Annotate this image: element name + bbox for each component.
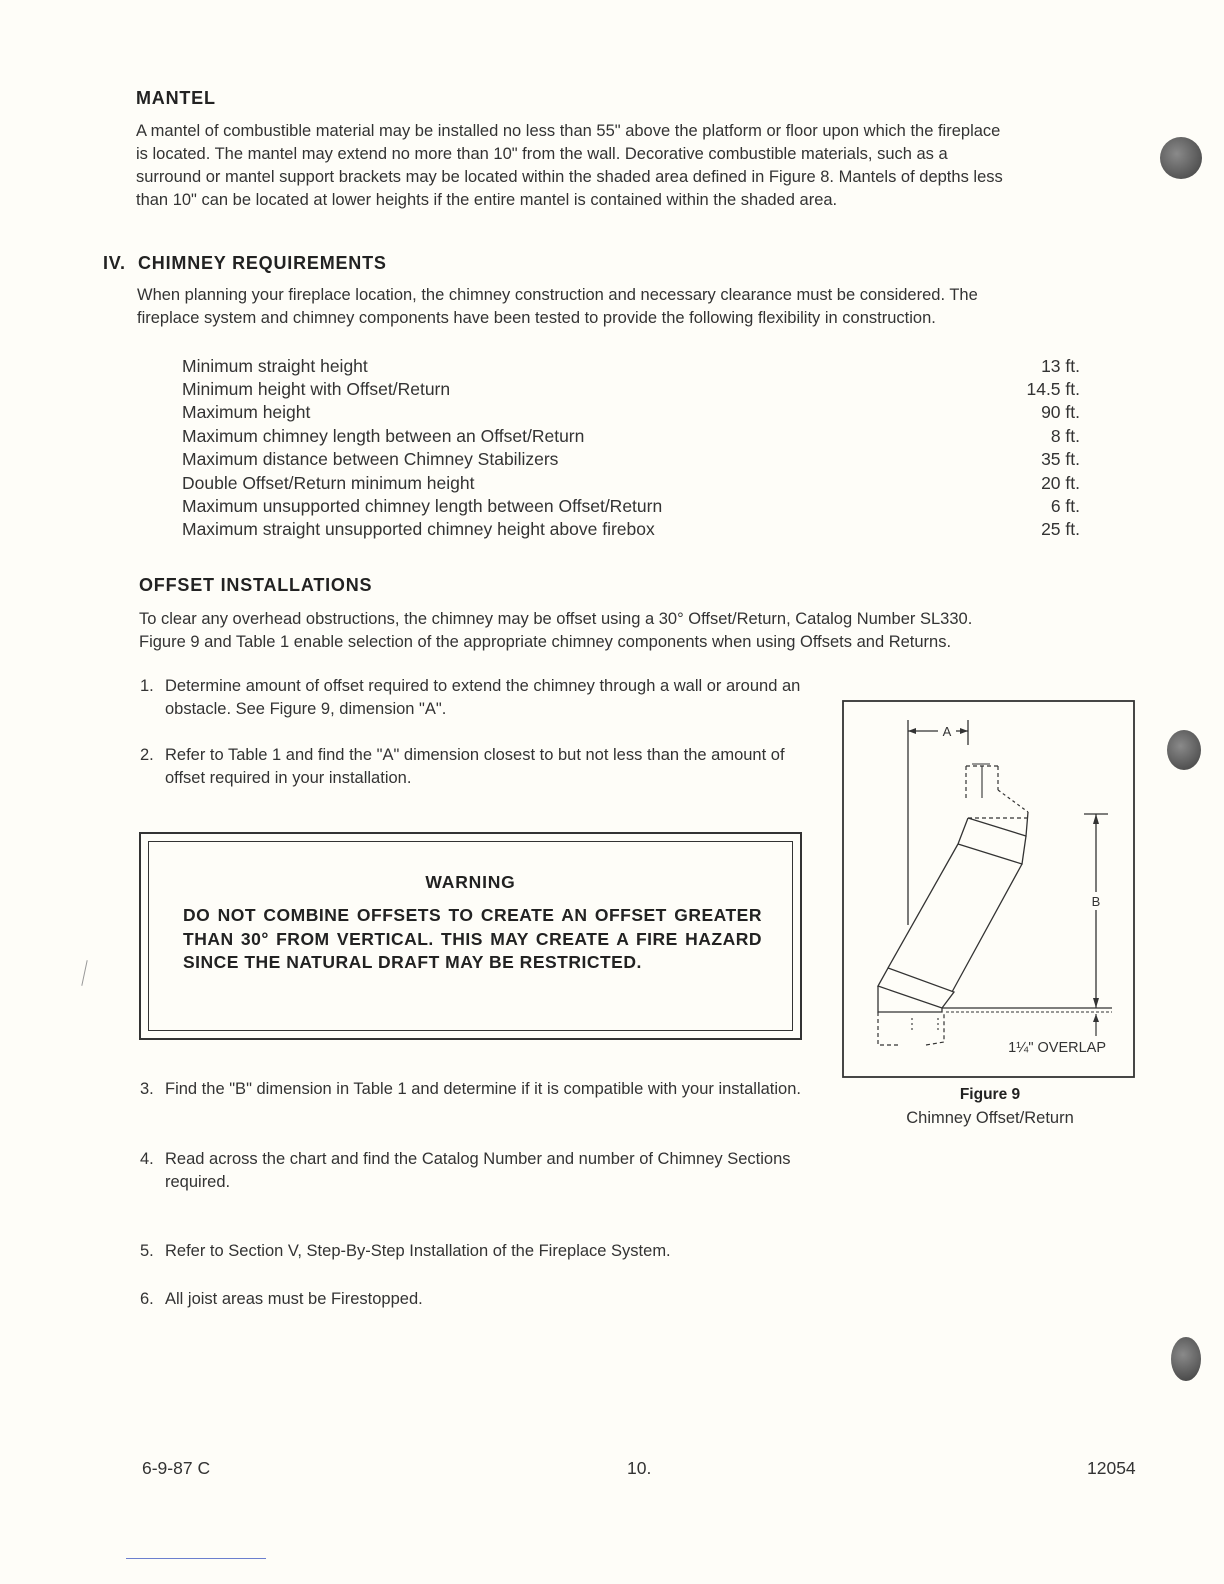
mantel-line: surround or mantel support brackets may be located within the shaded area defined in Figure 8. Mantels of depths less [136,168,1003,186]
chimney-intro [137,284,1127,330]
mantel-line: A mantel of combustible material may be installed no less than 55" above the platform or floor upon which the fireplace [136,122,1001,140]
figure-caption-text: Chimney Offset/Return [906,1109,1074,1127]
warning-box [139,832,802,1040]
spec-row [182,496,1080,520]
list-item [140,1240,804,1263]
overlap-label: 1¼" OVERLAP [1008,1040,1106,1056]
arrowhead [1093,1014,1099,1022]
arrowhead [960,728,968,734]
arrowhead [908,728,916,734]
scan-mark [81,960,87,986]
spec-value: 20 ft. [1041,473,1080,493]
warning-text: DO NOT COMBINE OFFSETS TO CREATE AN OFFSET GREATER THAN 30° FROM VERTICAL. THIS MAY CREATE A FIRE HAZARD SINCE THE NATURAL DRAFT MAY BE RESTRICTED. [183,905,762,972]
chimney-line: When planning your fireplace location, the chimney construction and necessary clearance must be considered. The [137,286,978,304]
spec-value: 25 ft. [1041,519,1080,539]
spec-label: Maximum straight unsupported chimney height above firebox [182,519,655,539]
spec-row [182,379,1080,403]
mantel-heading: MANTEL [136,88,216,108]
list-item [140,675,804,721]
binder-hole-mark [1160,137,1202,179]
spec-value: 6 ft. [1050,496,1080,516]
offset-heading: OFFSET INSTALLATIONS [139,575,373,595]
spec-value: 35 ft. [1041,449,1080,469]
upper-elbow-dashed [998,790,1028,812]
upper-collar [972,764,990,798]
lower-pipe-inner [912,1018,938,1032]
mantel-line: than 10" can be located at lower heights if the entire mantel is contained within the shaded area. [136,191,838,209]
dimension-a-label: A [942,724,952,739]
step-number: 5. [140,1242,154,1260]
step-number: 1. [140,677,154,695]
footer-document-number: 12054 [1087,1458,1136,1478]
spec-label: Maximum distance between Chimney Stabilizers [182,449,559,469]
step-text: Read across the chart and find the Catalog Number and number of Chimney Sections required. [165,1150,791,1191]
spec-row [182,426,1080,450]
spec-value: 13 ft. [1041,356,1080,376]
spec-label: Maximum unsupported chimney length between Offset/Return [182,496,663,516]
offset-line: Figure 9 and Table 1 enable selection of the appropriate chimney components when using Offsets and Returns. [139,633,952,651]
spec-row [182,356,1080,380]
step-text: Determine amount of offset required to extend the chimney through a wall or around an obstacle. See Figure 9, dimension "A". [165,677,801,718]
figure-caption-title: Figure 9 [959,1086,1021,1103]
spec-label: Double Offset/Return minimum height [182,473,475,493]
arrowhead [1093,998,1099,1008]
step-text: Refer to Section V, Step-By-Step Installation of the Fireplace System. [165,1242,671,1260]
binder-hole-mark [1171,1337,1201,1381]
chimney-spec-list [182,356,1080,546]
step-number: 2. [140,746,154,764]
slanted-pipe-right [952,864,1022,992]
step-text: Find the "B" dimension in Table 1 and determine if it is compatible with your installation. [165,1080,801,1098]
binder-hole-mark [1167,730,1201,770]
step-number: 6. [140,1290,154,1308]
spec-value: 8 ft. [1050,426,1080,446]
step-number: 3. [140,1080,154,1098]
spec-label: Maximum height [182,402,311,422]
slanted-pipe-left [888,844,958,968]
spec-label: Minimum height with Offset/Return [182,379,451,399]
arrowhead [1093,814,1099,824]
mantel-paragraph [136,120,1126,212]
step-text: All joist areas must be Firestopped. [165,1290,423,1308]
spec-row [182,449,1080,473]
scan-mark [126,1558,266,1559]
list-item [140,1288,804,1311]
mantel-line: is located. The mantel may extend no more than 10" from the wall. Decorative combustible materials, such as a [136,145,948,163]
spec-row [182,519,1080,543]
offset-intro [139,608,1132,654]
spec-value: 14.5 ft. [1026,379,1080,399]
step-text: Refer to Table 1 and find the "A" dimension closest to but not less than the amount of offset required in your installation. [165,746,785,787]
offset-line: To clear any overhead obstructions, the chimney may be offset using a 30° Offset/Return, Catalog Number SL330. [139,610,973,628]
section-number: IV. [103,253,126,273]
upper-elbow [958,812,1028,844]
list-item [140,1148,804,1194]
spec-label: Minimum straight height [182,356,368,376]
figure-frame [843,701,1134,1077]
spec-row [182,402,1080,426]
dimension-b-label: B [1091,894,1101,909]
lower-elbow [878,968,954,1008]
page-number: 10. [627,1458,652,1478]
chimney-heading: CHIMNEY REQUIREMENTS [138,253,387,273]
footer-date-code: 6-9-87 C [142,1458,211,1478]
spec-row [182,473,1080,497]
spec-label: Maximum chimney length between an Offset/Return [182,426,585,446]
figure-9-diagram [842,700,1136,1080]
chimney-line: fireplace system and chimney components have been tested to provide the following flexibility in construction. [137,309,936,327]
list-item [140,744,804,790]
list-item [140,1078,804,1101]
lower-pipe-dashed [878,1012,944,1045]
upper-elbow-joint [958,836,1026,864]
step-number: 4. [140,1150,154,1168]
spec-value: 90 ft. [1041,402,1080,422]
warning-title: WARNING [425,872,516,892]
